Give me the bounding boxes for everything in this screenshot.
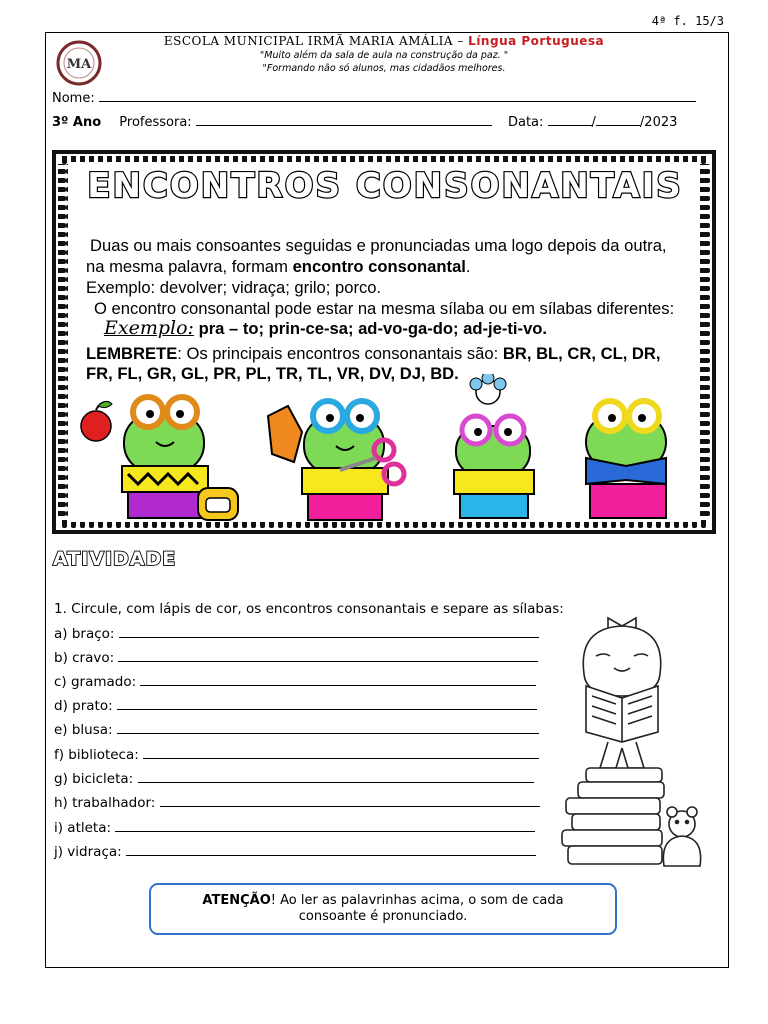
date-slash: /: [591, 115, 596, 130]
answer-field[interactable]: [126, 845, 536, 856]
apple-icon: [81, 401, 112, 441]
list-item: c) gramado:: [54, 674, 536, 690]
answer-field[interactable]: [140, 675, 536, 686]
date-label: Data:: [507, 115, 544, 130]
girl-head-icon: [583, 626, 660, 696]
hero-line-2: na mesma palavra, formam encontro consonantal.: [86, 257, 471, 276]
cactus-2-icon: [302, 401, 404, 520]
answer-field[interactable]: [119, 627, 539, 638]
school-name: ESCOLA MUNICIPAL IRMÃ MARIA AMÁLIA: [163, 34, 454, 48]
paper-icon: [268, 406, 302, 462]
reading-girl-illustration: [556, 604, 712, 874]
answer-field[interactable]: [115, 821, 535, 832]
list-item: e) blusa:: [54, 722, 539, 738]
answer-field[interactable]: [117, 723, 539, 734]
hero-title: ENCONTROS CONSONANTAIS: [87, 166, 683, 206]
attention-line-1: ATENÇÃO! Ao ler as palavrinhas acima, o som de cada: [202, 893, 564, 908]
book-stack-icon: [586, 768, 662, 782]
answer-field[interactable]: [117, 699, 537, 710]
teacher-label: Professora:: [119, 115, 192, 130]
hero-line-3: Exemplo: devolver; vidraça; grilo; porco.: [86, 278, 382, 297]
grade-label: 3º Ano: [52, 115, 102, 130]
list-item: h) trabalhador:: [54, 795, 540, 811]
answer-field[interactable]: [143, 748, 539, 759]
hero-remember-1: LEMBRETE: Os principais encontros consonantais são: BR, BL, CR, CL, DR,: [86, 344, 661, 363]
attention-label: ATENÇÃO: [202, 893, 271, 908]
date-day-field[interactable]: [548, 113, 592, 126]
teacher-field[interactable]: [196, 113, 492, 126]
encontro-term: encontro consonantal: [292, 257, 466, 276]
name-row: [52, 89, 696, 106]
remember-list-2: FR, FL, GR, GL, PR, PL, TR, TL, VR, DV, DJ, BD.: [86, 364, 459, 383]
name-label: Nome:: [52, 91, 95, 106]
school-header: [0, 34, 768, 48]
cactus-illustration: [72, 374, 712, 524]
remember-label: LEMBRETE: [86, 344, 178, 363]
list-item: g) bicicleta:: [54, 771, 534, 787]
answer-field[interactable]: [138, 772, 534, 783]
answer-field[interactable]: [118, 651, 538, 662]
list-item: d) prato:: [54, 698, 537, 714]
hero-line-1: Duas ou mais consoantes seguidas e pronunciadas uma logo depois da outra,: [90, 236, 667, 255]
subject-name: Língua Portuguesa: [468, 34, 605, 48]
motto-line-2: "Formando não só alunos, mas cidadãos melhores.: [262, 63, 506, 74]
date-month-field[interactable]: [596, 113, 640, 126]
hero-example: [104, 318, 547, 339]
lightbulb-icon: [470, 374, 506, 404]
cactus-1-icon: [122, 397, 208, 518]
name-field[interactable]: [99, 89, 696, 102]
motto-line-1: "Muito além da sala de aula na construção da paz. ": [259, 50, 509, 61]
hero-line-4: O encontro consonantal pode estar na mesma sílaba ou em sílabas diferentes:: [94, 299, 675, 318]
list-item: j) vidraça:: [54, 844, 536, 860]
list-item: a) braço:: [54, 626, 539, 642]
list-item: b) cravo:: [54, 650, 538, 666]
activity-instruction: 1. Circule, com lápis de cor, os encontros consonantais e separe as sílabas:: [54, 601, 564, 617]
cactus-3-icon: [454, 416, 534, 518]
info-row: [52, 113, 714, 130]
list-item: i) atleta:: [54, 820, 535, 836]
answer-field[interactable]: [160, 796, 540, 807]
example-words: pra – to; prin-ce-sa; ad-vo-ga-do; ad-je-ti-vo.: [198, 319, 548, 338]
attention-box: [149, 883, 617, 935]
logo-text: MA: [66, 57, 92, 72]
remember-list-1: BR, BL, CR, CL, DR,: [502, 344, 661, 363]
attention-line-2: consoante é pronunciado.: [298, 909, 468, 924]
activity-title: ATIVIDADE: [53, 548, 177, 570]
date-note: 4ª f. 15/3: [651, 14, 724, 28]
list-item: f) biblioteca:: [54, 747, 539, 763]
example-label: Exemplo:: [104, 317, 194, 339]
cactus-4-icon: [586, 401, 666, 518]
header-dash: –: [453, 34, 469, 48]
backpack-icon: [198, 488, 238, 520]
date-year: /2023: [639, 115, 678, 130]
